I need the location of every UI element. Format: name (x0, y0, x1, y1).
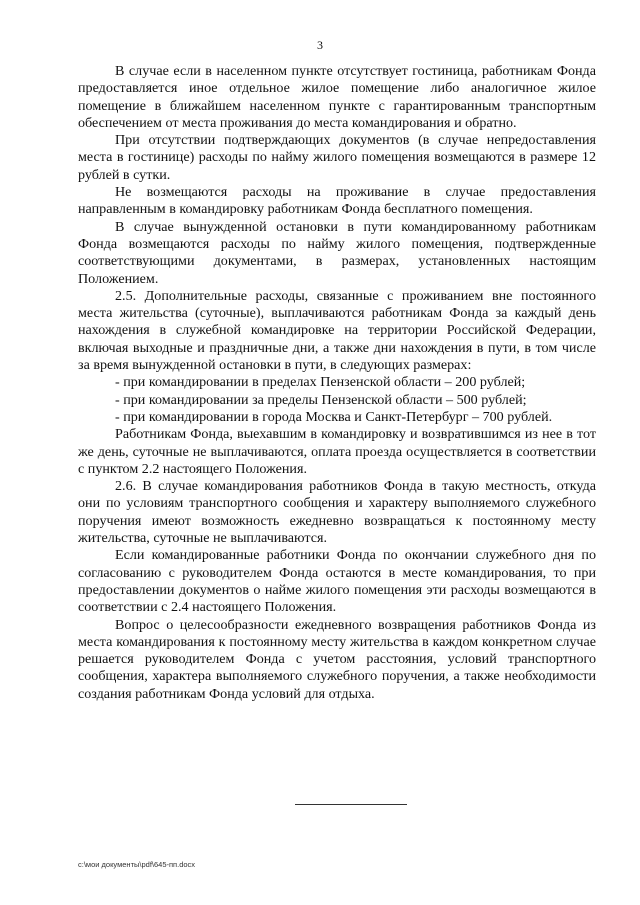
list-item-outside-penza: - при командировании за пределы Пензенской области – 500 рублей; (115, 391, 527, 408)
footer-file-path: c:\мои документы\pdf\645-пп.docx (78, 860, 196, 869)
paragraph-daily-return: 2.6. В случае командирования работников Фонда в такую местность, откуда они по условиям транспортного сообщения и характеру выполняемого служебного поручения имеют возможность ежедневно возвращаться к постоянному месту жительства, суточные не выплачиваются. (78, 478, 596, 547)
paragraph-forced-stop: В случае вынужденной остановки в пути командированному работникам Фонда возмещаются расходы по найму жилого помещения, подтвержденные соответствующими документами, в размерах, установленных настоящим Положением. (78, 218, 596, 287)
page-number: 3 (317, 38, 323, 52)
paragraph-staying-over: Если командированные работники Фонда по окончании служебного дня по согласованию с руководителем Фонда остаются в месте командирования, то при предоставлении документов о найме жилого помещения эти расходы возмещаются в соответствии с 2.4 настоящего Положения. (78, 547, 596, 616)
document-body (78, 63, 596, 703)
paragraph-per-diem: 2.5. Дополнительные расходы, связанные с проживанием вне постоянного места жительства (суточные), выплачиваются работникам Фонда за каждый день нахождения в служебной командировке на территории Российской Федерации, включая выходные и праздничные дни, а также дни нахождения в пути, в том числе за время вынужденной остановки в пути, в следующих размерах: (78, 287, 596, 374)
paragraph-same-day-return: Работникам Фонда, выехавшим в командировку и возвратившимся из нее в тот же день, суточные не выплачиваются, оплата проезда осуществляется в соответствии с пунктом 2.2 настоящего Положения. (78, 426, 596, 477)
paragraph-no-documents: При отсутствии подтверждающих документов (в случае непредоставления места в гостинице) расходы по найму жилого помещения возмещаются в размере 12 рублей в сутки. (78, 132, 596, 183)
list-item-moscow-spb: - при командировании в города Москва и Санкт-Петербург – 700 рублей. (115, 408, 553, 425)
paragraph-free-housing: Не возмещаются расходы на проживание в случае предоставления направленным в командировку работникам Фонда бесплатного помещения. (78, 184, 596, 218)
end-separator-line (295, 804, 407, 805)
list-item-penza-region: - при командировании в пределах Пензенской области – 200 рублей; (115, 374, 526, 391)
paragraph-decision: Вопрос о целесообразности ежедневного возвращения работников Фонда из места командирования к постоянному месту жительства в каждом конкретном случае решается руководителем Фонда с учетом расстояния, условий транспортного сообщения, характера выполняемого служебного поручения, а также необходимости создания работникам Фонда условий для отдыха. (78, 616, 596, 702)
paragraph-hotel-absence: В случае если в населенном пункте отсутствует гостиница, работникам Фонда предоставляется иное отдельное жилое помещение либо аналогичное жилое помещение в ближайшем населенном пункте с гарантированным транспортным обеспечением от места проживания до места командирования и обратно. (78, 63, 596, 131)
